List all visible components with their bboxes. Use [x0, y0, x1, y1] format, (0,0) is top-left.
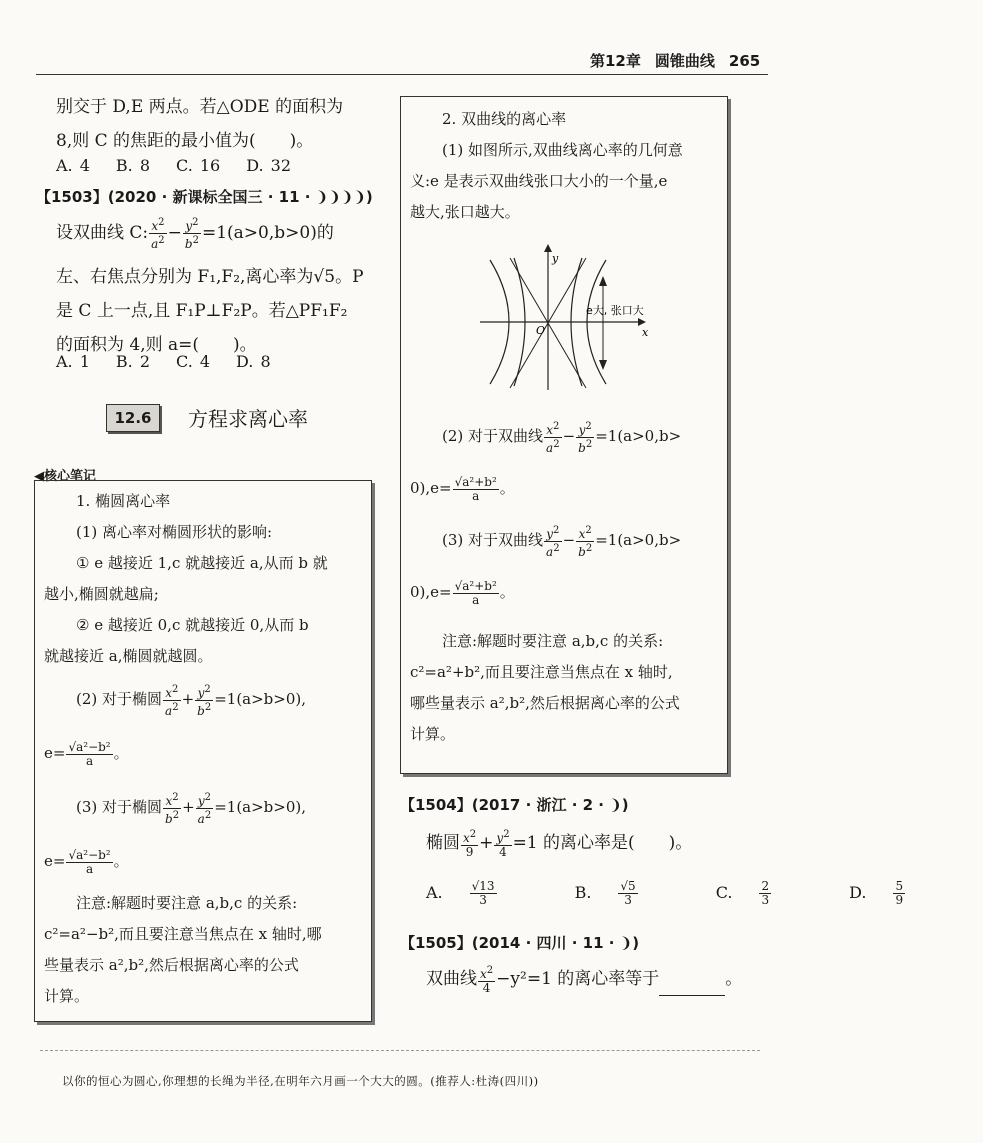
hyperbola-p3-formula: 0),e= $\frac{\text{√a²+b²}}{a}$ 。	[410, 578, 515, 607]
ellipse-note-line4: 计算。	[44, 987, 90, 1005]
q1502-option-d: D. 32	[246, 156, 292, 175]
q1504-option-b: B. $\frac{√5}{3}$	[574, 879, 636, 907]
fraction: $\frac{y^2}{b^2}$	[184, 217, 199, 251]
ellipse-note-line1: 注意:解题时要注意 a,b,c 的关系:	[76, 894, 298, 912]
ellipse-p2-pre: (2) 对于椭圆	[76, 690, 163, 708]
running-header	[590, 50, 774, 71]
x-axis-arrow	[638, 318, 646, 326]
fraction: $\frac{y^2}{a^2}$	[546, 524, 560, 559]
ellipse-e-label: e=	[44, 744, 66, 762]
hyperbola-p3: (3) 对于双曲线 $\frac{y^2}{a^2}$ − $\frac{x^2}{b^2}$ =1(a>0,b>	[442, 524, 682, 559]
fraction: $\frac{x^2}{b^2}$	[578, 524, 593, 559]
fraction: $\frac{\text{√a²−b²}}{a}$	[68, 739, 111, 768]
origin-label: O	[536, 324, 546, 337]
q1505-line-end: 。	[725, 969, 743, 989]
hyperbola-note-line2: c²=a²+b²,而且要注意当焦点在 x 轴时,	[410, 663, 673, 681]
section-number: 12.6	[106, 404, 160, 432]
q1505-line-pre: 双曲线	[426, 969, 477, 989]
spread-arrow-head	[599, 276, 607, 286]
q1503-line1: 设双曲线 C: $\frac{x^2}{a^2}$ − $\frac{y^2}{b^2}$ =1(a>0,b>0)的	[56, 217, 334, 251]
ellipse-p1: (1) 离心率对椭圆形状的影响:	[76, 523, 273, 541]
ellipse-p3-post: =1(a>b>0),	[214, 798, 307, 816]
hyperbola-p1-line1: (1) 如图所示,双曲线离心率的几何意	[442, 141, 683, 159]
ellipse-p1a-line1: ① e 越接近 1,c 就越接近 a,从而 b 就	[76, 554, 328, 572]
q1503-line3: 是 C 上一点,且 F₁P⊥F₂P。若△PF₁F₂	[56, 301, 348, 321]
fraction: $\frac{\text{√a²+b²}}{a}$	[454, 474, 497, 503]
section-title: 方程求离心率	[188, 407, 308, 431]
q1502-tail	[56, 90, 376, 158]
q1505-line	[426, 962, 742, 996]
core-notes-label: ◀核心笔记	[34, 469, 96, 484]
ellipse-p1a-line2: 越小,椭圆就越扁;	[44, 585, 159, 603]
hyperbola-notes-top	[410, 104, 720, 228]
q1502-option-b: B. 8	[115, 156, 151, 175]
ellipse-heading: 1. 椭圆离心率	[76, 492, 171, 510]
ellipse-p3-formula: e= $\frac{\text{√a²−b²}}{a}$ 。	[44, 847, 129, 876]
q1503-body	[56, 260, 386, 362]
fraction: $\frac{x^2}{a^2}$	[151, 217, 165, 251]
fraction: $\frac{x^2}{4}$	[480, 965, 494, 995]
fraction: $\frac{y^2}{b^2}$	[197, 683, 212, 718]
e-large-label: e大, 张口大	[586, 304, 644, 317]
hyperbola-heading: 2. 双曲线的离心率	[442, 110, 567, 128]
hyperbola-p2-tail: 0),e=	[410, 479, 452, 497]
q1504-option-a: A. $\frac{√13}{3}$	[426, 879, 495, 907]
header-rule	[36, 74, 768, 75]
q1505-label: 【1505】(2014 · 四川 · 11 · ❩)	[400, 934, 640, 952]
ellipse-p2: (2) 对于椭圆 $\frac{x^2}{a^2}$ + $\frac{y^2}{b^2}$ =1(a>b>0),	[76, 683, 307, 718]
answer-blank[interactable]	[659, 977, 725, 996]
y-label: y	[552, 252, 559, 265]
q1503-line1-pre: 设双曲线 C:	[56, 223, 149, 243]
fraction: $\frac{\text{√a²−b²}}{a}$	[68, 847, 111, 876]
hyperbola-p2-formula: 0),e= $\frac{\text{√a²+b²}}{a}$ 。	[410, 474, 515, 503]
hyperbola-p2-post: =1(a>0,b>	[595, 427, 682, 445]
q1504-line-pre: 椭圆	[426, 833, 460, 853]
q1504-line-post: =1 的离心率是( )。	[512, 833, 693, 853]
ellipse-notes	[44, 486, 364, 1012]
footer-rule	[40, 1050, 760, 1051]
ellipse-p3-pre: (3) 对于椭圆	[76, 798, 163, 816]
hyperbola-p2: (2) 对于双曲线 $\frac{x^2}{a^2}$ − $\frac{y^2}{b^2}$ =1(a>0,b>	[442, 420, 682, 455]
q1503-label: 【1503】(2020 · 新课标全国三 · 11 · ❩❩❩❩)	[36, 188, 373, 206]
q1502-line1: 别交于 D,E 两点。若△ODE 的面积为	[56, 97, 344, 117]
hyperbola-note-line4: 计算。	[410, 725, 456, 743]
fraction: $\frac{x^2}{a^2}$	[165, 683, 179, 718]
hyperbola-note-line1: 注意:解题时要注意 a,b,c 的关系:	[442, 632, 664, 650]
q1504-options	[426, 880, 983, 907]
q1503-options	[56, 352, 297, 371]
ellipse-e-label-2: e=	[44, 852, 66, 870]
hyperbola-notes-bottom	[410, 410, 720, 750]
q1505-line-post: −y²=1 的离心率等于	[496, 969, 660, 989]
q1502-option-a: A. 4	[56, 156, 90, 175]
q1504-option-c: C. $\frac{2}{3}$	[715, 879, 770, 907]
chapter-number: 第12章	[590, 52, 641, 70]
hyperbola-figure	[470, 238, 660, 398]
q1503-line2: 左、右焦点分别为 F₁,F₂,离心率为√5。P	[56, 267, 364, 287]
chapter-title: 圆锥曲线	[654, 52, 715, 70]
ellipse-note-line3: 些量表示 a²,b²,然后根据离心率的公式	[44, 956, 299, 974]
fraction: $\frac{\text{√a²+b²}}{a}$	[454, 578, 497, 607]
q1503-option-c: C. 4	[176, 352, 211, 371]
page-number: 265	[728, 52, 761, 70]
q1503-line1-post: =1(a>0,b>0)的	[201, 223, 334, 243]
q1504-line: 椭圆 $\frac{x^2}{9}$ + $\frac{y^2}{4}$ =1 的离心率是( )。	[426, 829, 693, 859]
footer-quote: 以你的恒心为圆心,你理想的长绳为半径,在明年六月画一个大大的圆。(推荐人:杜涛(四川))	[62, 1074, 539, 1088]
ellipse-p2-formula: e= $\frac{\text{√a²−b²}}{a}$ 。	[44, 739, 129, 768]
q1503-option-a: A. 1	[56, 352, 90, 371]
q1502-options	[56, 156, 317, 175]
fraction: $\frac{y^2}{a^2}$	[197, 791, 212, 826]
fraction: $\frac{x^2}{9}$	[463, 829, 477, 859]
spread-arrow-head	[599, 360, 607, 370]
q1503-line4: 的面积为 4,则 a=( )。	[56, 335, 257, 355]
q1504-label: 【1504】(2017 · 浙江 · 2 · ❩)	[400, 796, 629, 814]
x-label: x	[642, 326, 649, 339]
q1503-option-d: D. 8	[236, 352, 271, 371]
q1502-option-c: C. 16	[176, 156, 221, 175]
fraction: $\frac{y^2}{4}$	[496, 829, 510, 859]
hyperbola-p1-line3: 越大,张口越大。	[410, 203, 520, 221]
q1502-line2: 8,则 C 的焦距的最小值为( )。	[56, 131, 314, 151]
ellipse-p2-post: =1(a>b>0),	[214, 690, 307, 708]
q1504-option-d: D. $\frac{5}{9}$	[849, 879, 904, 907]
hyperbola-p3-tail: 0),e=	[410, 583, 452, 601]
hyperbola-p3-pre: (3) 对于双曲线	[442, 531, 544, 549]
q1503-option-b: B. 2	[115, 352, 151, 371]
ellipse-note-line2: c²=a²−b²,而且要注意当焦点在 x 轴时,哪	[44, 925, 322, 943]
fraction: $\frac{x^2}{a^2}$	[546, 420, 560, 455]
hyperbola-p2-pre: (2) 对于双曲线	[442, 427, 544, 445]
fraction: $\frac{y^2}{b^2}$	[578, 420, 593, 455]
ellipse-p3: (3) 对于椭圆 $\frac{x^2}{b^2}$ + $\frac{y^2}{a^2}$ =1(a>b>0),	[76, 791, 307, 826]
ellipse-p1b-line1: ② e 越接近 0,c 就越接近 0,从而 b	[76, 616, 309, 634]
hyperbola-p1-line2: 义:e 是表示双曲线张口大小的一个量,e	[410, 172, 668, 190]
fraction: $\frac{x^2}{b^2}$	[165, 791, 180, 826]
hyperbola-p3-post: =1(a>0,b>	[595, 531, 682, 549]
ellipse-p1b-line2: 就越接近 a,椭圆就越圆。	[44, 647, 213, 665]
hyperbola-note-line3: 哪些量表示 a²,b²,然后根据离心率的公式	[410, 694, 680, 712]
y-axis-arrow	[544, 244, 552, 252]
